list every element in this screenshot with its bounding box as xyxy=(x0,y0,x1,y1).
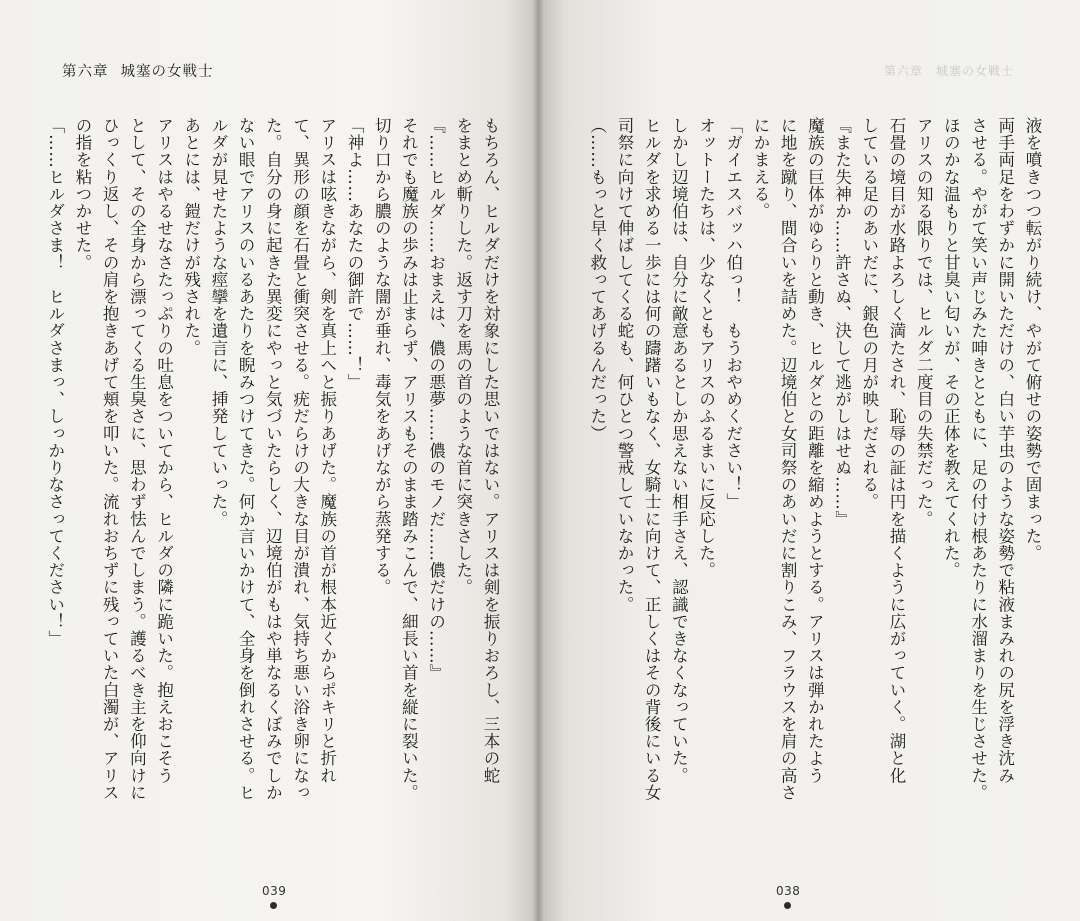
text-line: オットーたちは、少なくともアリスのふるまいに反応した。 xyxy=(696,117,716,579)
text-line: ルダが見せたような痙攣を遺言に、挿発していった。 xyxy=(208,117,228,528)
text-line: あとには、鎧だけが残された。 xyxy=(181,117,201,357)
text-line: もちろん、ヒルダだけを対象にした思いではない。アリスは剣を振りおろし、三本の蛇 xyxy=(481,117,500,784)
text-line: それでも魔族の歩みは止まらず、アリスもそのまま踏みこんで、細長い首を縦に裂いた。 xyxy=(399,117,419,801)
text-line: 切り口から膿のような闇が垂れ、毒気をあげながら蒸発する。 xyxy=(372,117,392,596)
text-line: させる。やがて笑い声じみた呻きとともに、足の付け根あたりに水溜まりを生じさせた。 xyxy=(968,117,988,801)
text-line: （……もっと早く救ってあげるんだった） xyxy=(587,117,607,442)
text-line: 『……ヒルダ……おまえは、儂の悪夢……儂のモノだ……儂だけの……』 xyxy=(426,117,446,682)
text-line: 「……ヒルダさま！ ヒルダさまっ、しっかりなさってください！」 xyxy=(45,117,65,648)
text-line: ひっくり返し、その肩を抱きあげて頬を叩いた。流れおちずに残っていた白濁が、アリス xyxy=(100,117,120,801)
folio-dot xyxy=(784,902,791,909)
left-page-body xyxy=(45,117,504,801)
text-line: アリスの知る限りでは、ヒルダ二度目の失禁だった。 xyxy=(914,117,934,528)
text-line: しかし辺境伯は、自分に敵意あるとしか思えない相手さえ、認識できなくなっていた。 xyxy=(669,117,689,784)
text-line: にかまえる。 xyxy=(750,117,770,220)
left-page xyxy=(0,0,538,921)
text-line: 「ガイエスバッハ伯っ！ もうおやめください！」 xyxy=(723,117,743,511)
text-line: 石畳の境目が水路よろしく満たされ、恥辱の証は円を描くように広がっていく。湖と化 xyxy=(886,117,906,784)
chapter-title: 城塞の女戦士 xyxy=(120,64,214,80)
text-line: に地を蹴り、間合いを詰めた。辺境伯と女司祭のあいだに割りこみ、フラウスを肩の高さ xyxy=(778,117,798,801)
text-line: た。自分の身に起きた異変にやっと気づいたらしく、辺境伯がもはや単なるくぼみでしか xyxy=(263,117,283,801)
text-line: 魔族の巨体がゆらりと動き、ヒルダとの距離を縮めようとする。アリスは弾かれたよう xyxy=(805,117,825,784)
text-line: をまとめ斬りした。返す刀を馬の首のような首に突きさした。 xyxy=(453,117,473,596)
book-gutter-shadow xyxy=(532,0,544,921)
text-line: アリスはやるせなさたっぷりの吐息をついてから、ヒルダの隣に跪いた。抱えおこそう xyxy=(154,117,174,784)
text-line: 司祭に向けて伸ばしてくる蛇も、何ひとつ警戒していなかった。 xyxy=(614,117,634,613)
text-line: として、その全身から漂ってくる生臭さに、思わず怯んでしまう。護るべき主を仰向けに xyxy=(127,117,147,801)
chapter-number: 第六章 xyxy=(62,64,109,80)
text-line: ほのかな温もりと甘臭い匂いが、その正体を教えてくれた。 xyxy=(941,117,961,579)
text-line: ない眼でアリスのいるあたりを睨みつけてきた。何か言いかけて、全身を倒れさせる。ヒ xyxy=(236,117,256,801)
faint-running-head: 第六章 城塞の女戦士 xyxy=(883,64,1014,78)
text-line: の指を粘つかせた。 xyxy=(72,117,92,271)
text-line: 両手両足をわずかに開いただけの、白い芋虫のような姿勢で粘液まみれの尻を浮き沈み xyxy=(995,117,1015,784)
text-line: ヒルダを求める一歩には何の躊躇いもなく、女騎士に向けて、正しくはその背後にいる女 xyxy=(642,117,662,801)
page-number: 039 xyxy=(262,884,287,898)
text-line: している足のあいだに、銀色の月が映しだされる。 xyxy=(859,117,879,511)
text-line: アリスは呟きながら、剣を真上へと振りあげた。魔族の首が根本近くからポキリと折れ xyxy=(317,117,337,784)
folio-dot xyxy=(270,902,277,909)
right-page xyxy=(538,0,1080,921)
running-head xyxy=(62,60,214,81)
text-line: 液を噴きつつ転がり続け、やがて俯せの姿勢で固まった。 xyxy=(1023,117,1042,562)
right-page-body xyxy=(587,117,1046,801)
page-number: 038 xyxy=(776,884,801,898)
text-line: 『また失神か……許さぬ、決して逃がしはせぬ……』 xyxy=(832,117,852,528)
text-line: 「神よ……あなたの御許で……！」 xyxy=(344,117,364,391)
text-line: て、異形の顔を石畳と衝突させる。疣だらけの大きな目が潰れ、気持ち悪い浴き卵になっ xyxy=(290,117,310,801)
